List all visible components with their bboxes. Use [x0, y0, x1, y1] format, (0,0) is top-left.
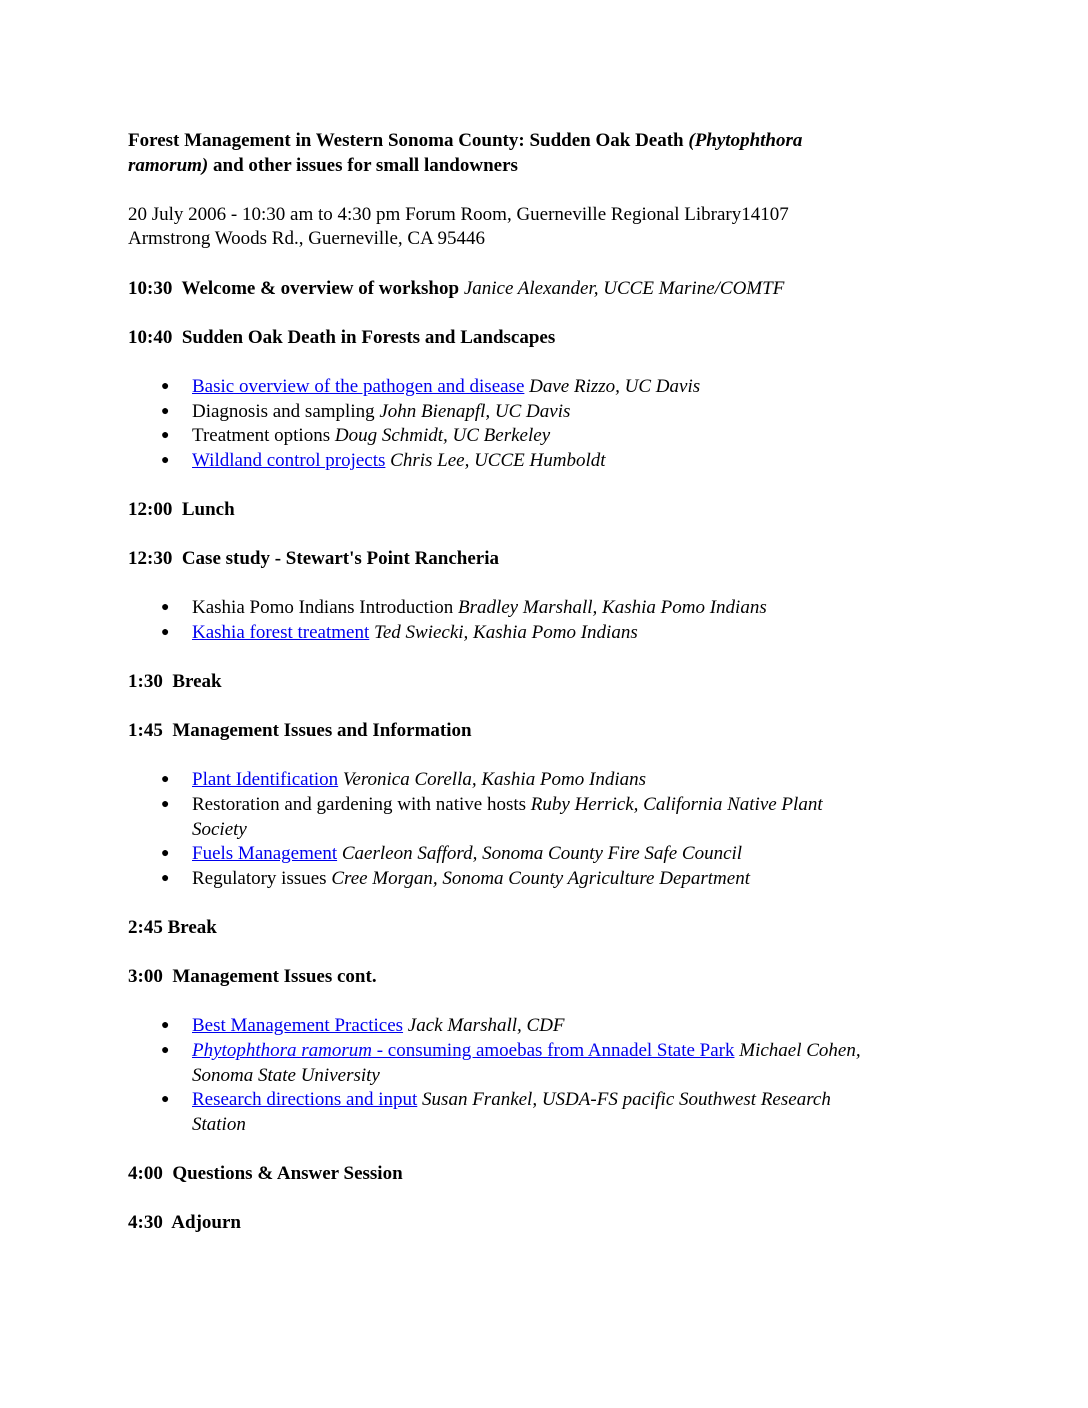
document-title-line-1: [128, 129, 968, 154]
speaker-continued: Station: [192, 1113, 246, 1135]
speaker: Veronica Corella, Kashia Pomo Indians: [342, 769, 647, 791]
list-item: [128, 842, 968, 867]
time: 3:00: [128, 966, 163, 988]
list-item: [128, 768, 968, 793]
time: 12:30: [128, 548, 173, 570]
bullet-icon: ●: [161, 600, 170, 616]
session-300-list: [128, 1014, 968, 1137]
bullet-icon: ●: [161, 378, 170, 394]
bullet-icon: ●: [161, 624, 170, 640]
speaker: Cree Morgan, Sonoma County Agriculture Department: [331, 867, 750, 889]
session-1040-list: [128, 375, 968, 473]
session-1230-list: [128, 596, 968, 645]
schedule-item-245: [128, 916, 968, 941]
bullet-icon: ●: [161, 772, 170, 788]
list-item: [128, 375, 968, 400]
time: 1:45: [128, 720, 163, 742]
bullet-icon: ●: [161, 452, 170, 468]
bullet-icon: ●: [161, 428, 170, 444]
session-title: Break: [172, 671, 222, 693]
time: 2:45: [128, 917, 163, 938]
list-item: [128, 621, 968, 646]
schedule-item-130: [128, 670, 968, 695]
session-145-list: [128, 768, 968, 891]
best-management-practices-link[interactable]: Best Management Practices: [192, 1015, 404, 1037]
link-text: - consuming amoebas from Annadel State Park: [371, 1039, 735, 1061]
bullet-icon: ●: [161, 1092, 170, 1108]
list-item: [128, 596, 968, 621]
fuels-management-link[interactable]: Fuels Management: [192, 843, 338, 865]
bullet-icon: ●: [161, 870, 170, 886]
item-text: Kashia Pomo Indians Introduction: [192, 597, 454, 619]
schedule-item-1040: [128, 326, 968, 351]
list-item: [128, 1039, 968, 1088]
list-item: [128, 1014, 968, 1039]
document-title-line-2: [128, 154, 968, 179]
title-text: Forest Management in Western Sonoma County: Sudden Oak Death: [128, 130, 689, 151]
schedule-item-1200: [128, 498, 968, 523]
amoebas-annadel-link[interactable]: [192, 1040, 735, 1061]
item-text: Regulatory issues: [192, 867, 327, 889]
list-item: [128, 1088, 968, 1137]
schedule-item-1230: [128, 547, 968, 572]
bullet-icon: ●: [161, 1018, 170, 1034]
schedule-item-1030: [128, 277, 968, 302]
time: 1:30: [128, 671, 163, 693]
list-item: [128, 400, 968, 425]
bullet-icon: ●: [161, 846, 170, 862]
bullet-icon: ●: [161, 1042, 170, 1058]
speaker: Michael Cohen,: [739, 1039, 861, 1061]
speaker: Ruby Herrick, California Native Plant: [530, 794, 823, 816]
session-title: Sudden Oak Death in Forests and Landscapes: [181, 326, 556, 348]
list-item: [128, 867, 968, 892]
time: 10:30: [128, 277, 173, 299]
speaker: John Bienapfl, UC Davis: [379, 400, 571, 422]
speaker-continued: Society: [192, 818, 247, 840]
speaker-continued: Sonoma State University: [192, 1064, 380, 1086]
schedule-item-145: [128, 719, 968, 744]
item-text: Restoration and gardening with native hosts: [192, 794, 527, 816]
schedule-item-400: [128, 1162, 968, 1187]
item-text: Diagnosis and sampling: [192, 400, 375, 422]
speaker: Bradley Marshall, Kashia Pomo Indians: [457, 597, 767, 619]
schedule-item-300: [128, 965, 968, 990]
time: 4:30: [128, 1212, 163, 1234]
list-item: [128, 793, 968, 842]
plant-identification-link[interactable]: Plant Identification: [192, 769, 339, 791]
session-title: Case study - Stewart's Point Rancheria: [181, 548, 500, 570]
list-item: [128, 424, 968, 449]
speaker: Caerleon Safford, Sonoma County Fire Safe Council: [341, 843, 743, 865]
speaker: Jack Marshall, CDF: [407, 1015, 565, 1037]
item-text: Treatment options: [192, 425, 331, 447]
time: 4:00: [128, 1162, 163, 1184]
schedule-item-430: [128, 1211, 968, 1236]
session-title: Break: [167, 917, 217, 938]
kashia-forest-treatment-link[interactable]: Kashia forest treatment: [192, 621, 370, 643]
speaker: Janice Alexander, UCCE Marine/COMTF: [463, 277, 785, 299]
session-title: Lunch: [181, 498, 235, 520]
speaker: Chris Lee, UCCE Humboldt: [390, 449, 606, 471]
time: 10:40: [128, 326, 173, 348]
event-date-location: 20 July 2006 - 10:30 am to 4:30 pm Forum Room, Guerneville Regional Library14107: [128, 203, 789, 225]
title-species-genus: (Phytophthora: [688, 130, 803, 151]
wildland-control-link[interactable]: Wildland control projects: [192, 449, 386, 471]
event-address: Armstrong Woods Rd., Guerneville, CA 95446: [128, 228, 485, 250]
session-title: Management Issues cont.: [172, 966, 377, 988]
speaker: Susan Frankel, USDA-FS pacific Southwest Research: [422, 1089, 831, 1111]
time: 12:00: [128, 498, 173, 520]
session-title: Welcome & overview of workshop: [181, 277, 460, 299]
speaker: Doug Schmidt, UC Berkeley: [334, 425, 551, 447]
link-species-name: Phytophthora ramorum: [192, 1039, 372, 1061]
title-species-epithet: ramorum): [128, 154, 209, 176]
title-text-end: and other issues for small landowners: [208, 154, 518, 176]
session-title: Management Issues and Information: [172, 720, 472, 742]
document-page: [128, 129, 968, 1236]
bullet-icon: ●: [161, 797, 170, 813]
session-title: Questions & Answer Session: [172, 1162, 403, 1184]
bullet-icon: ●: [161, 403, 170, 419]
pathogen-overview-link[interactable]: Basic overview of the pathogen and disease: [192, 375, 525, 397]
speaker: Dave Rizzo, UC Davis: [529, 375, 701, 397]
research-directions-link[interactable]: Research directions and input: [192, 1089, 418, 1111]
speaker: Ted Swiecki, Kashia Pomo Indians: [374, 621, 638, 643]
list-item: [128, 449, 968, 474]
session-title: Adjourn: [171, 1212, 241, 1234]
